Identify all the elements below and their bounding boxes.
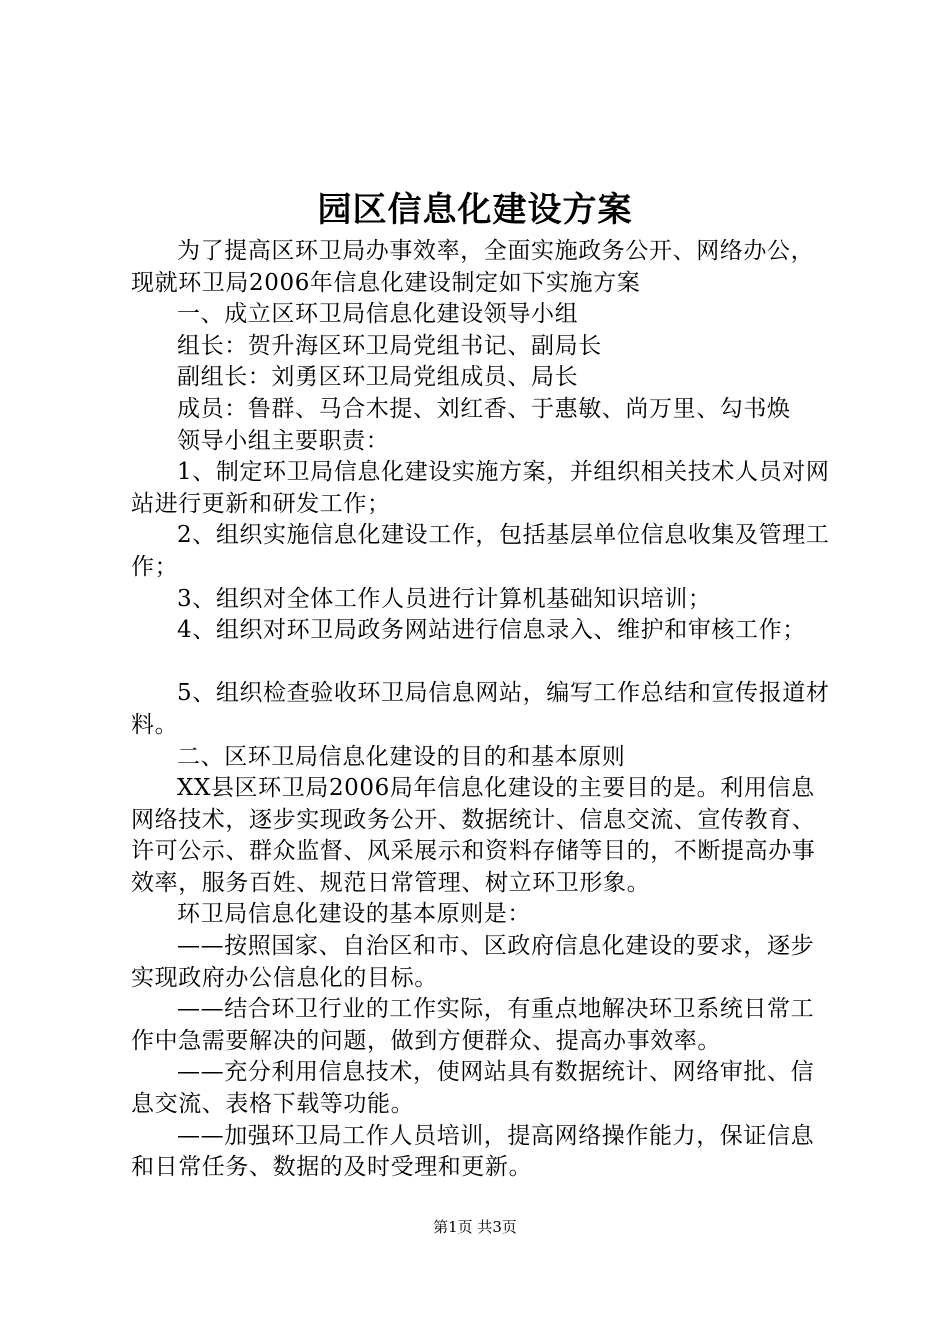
duty-item-1: 1、制定环卫局信息化建设实施方案，并组织相关技术人员对网站进行更新和研发工作； bbox=[131, 459, 830, 517]
paragraph-deputy-leader: 副组长：刘勇区环卫局党组成员、局长 bbox=[177, 364, 579, 391]
duty-item-4: 4、组织对环卫局政务网站进行信息录入、维护和审核工作； bbox=[177, 617, 806, 644]
paragraph-members: 成员：鲁群、马合木提、刘红香、于惠敏、尚万里、勾书焕 bbox=[177, 395, 791, 422]
page-footer: 第1页 共3页 bbox=[433, 1218, 517, 1236]
paragraph-leader: 组长：贺升海区环卫局党组书记、副局长 bbox=[177, 332, 602, 359]
paragraph-goals: XX县区环卫局2006局年信息化建设的主要目的是。利用信息网络技术，逐步实现政务公开、数据统计、信息交流、宣传教育、许可公示、群众监督、风采展示和资料存储等目的，不断提高办事效率，服务百姓、规范日常管理、树立环卫形象。 bbox=[131, 775, 816, 896]
blank-line bbox=[131, 647, 831, 679]
document-title: 园区信息化建设方案 bbox=[317, 190, 633, 230]
duty-item-2: 2、组织实施信息化建设工作，包括基层单位信息收集及管理工作； bbox=[131, 522, 830, 580]
section-heading-2: 二、区环卫局信息化建设的目的和基本原则 bbox=[177, 743, 626, 770]
paragraph-intro: 为了提高区环卫局办事效率，全面实施政务公开、网络办公，现就环卫局2006年信息化建设制定如下实施方案 bbox=[131, 238, 815, 296]
document-body bbox=[131, 236, 831, 1184]
section-heading-1: 一、成立区环卫局信息化建设领导小组 bbox=[177, 301, 579, 328]
paragraph-duties-heading: 领导小组主要职责： bbox=[177, 427, 390, 454]
principle-item-1: ——按照国家、自治区和市、区政府信息化建设的要求，逐步实现政府办公信息化的目标。 bbox=[131, 933, 815, 991]
duty-item-5: 5、组织检查验收环卫局信息网站，编写工作总结和宣传报道材料。 bbox=[131, 680, 830, 738]
paragraph-principles-heading: 环卫局信息化建设的基本原则是： bbox=[177, 901, 531, 928]
duty-item-3: 3、组织对全体工作人员进行计算机基础知识培训； bbox=[177, 585, 712, 612]
principle-item-3: ——充分利用信息技术，使网站具有数据统计、网络审批、信息交流、表格下载等功能。 bbox=[131, 1059, 815, 1118]
principle-item-2: ——结合环卫行业的工作实际，有重点地解决环卫系统日常工作中急需要解决的问题，做到方便群众、提高办事效率。 bbox=[131, 996, 815, 1054]
principle-item-4: ——加强环卫局工作人员培训，提高网络操作能力，保证信息和日常任务、数据的及时受理和更新。 bbox=[131, 1122, 815, 1181]
